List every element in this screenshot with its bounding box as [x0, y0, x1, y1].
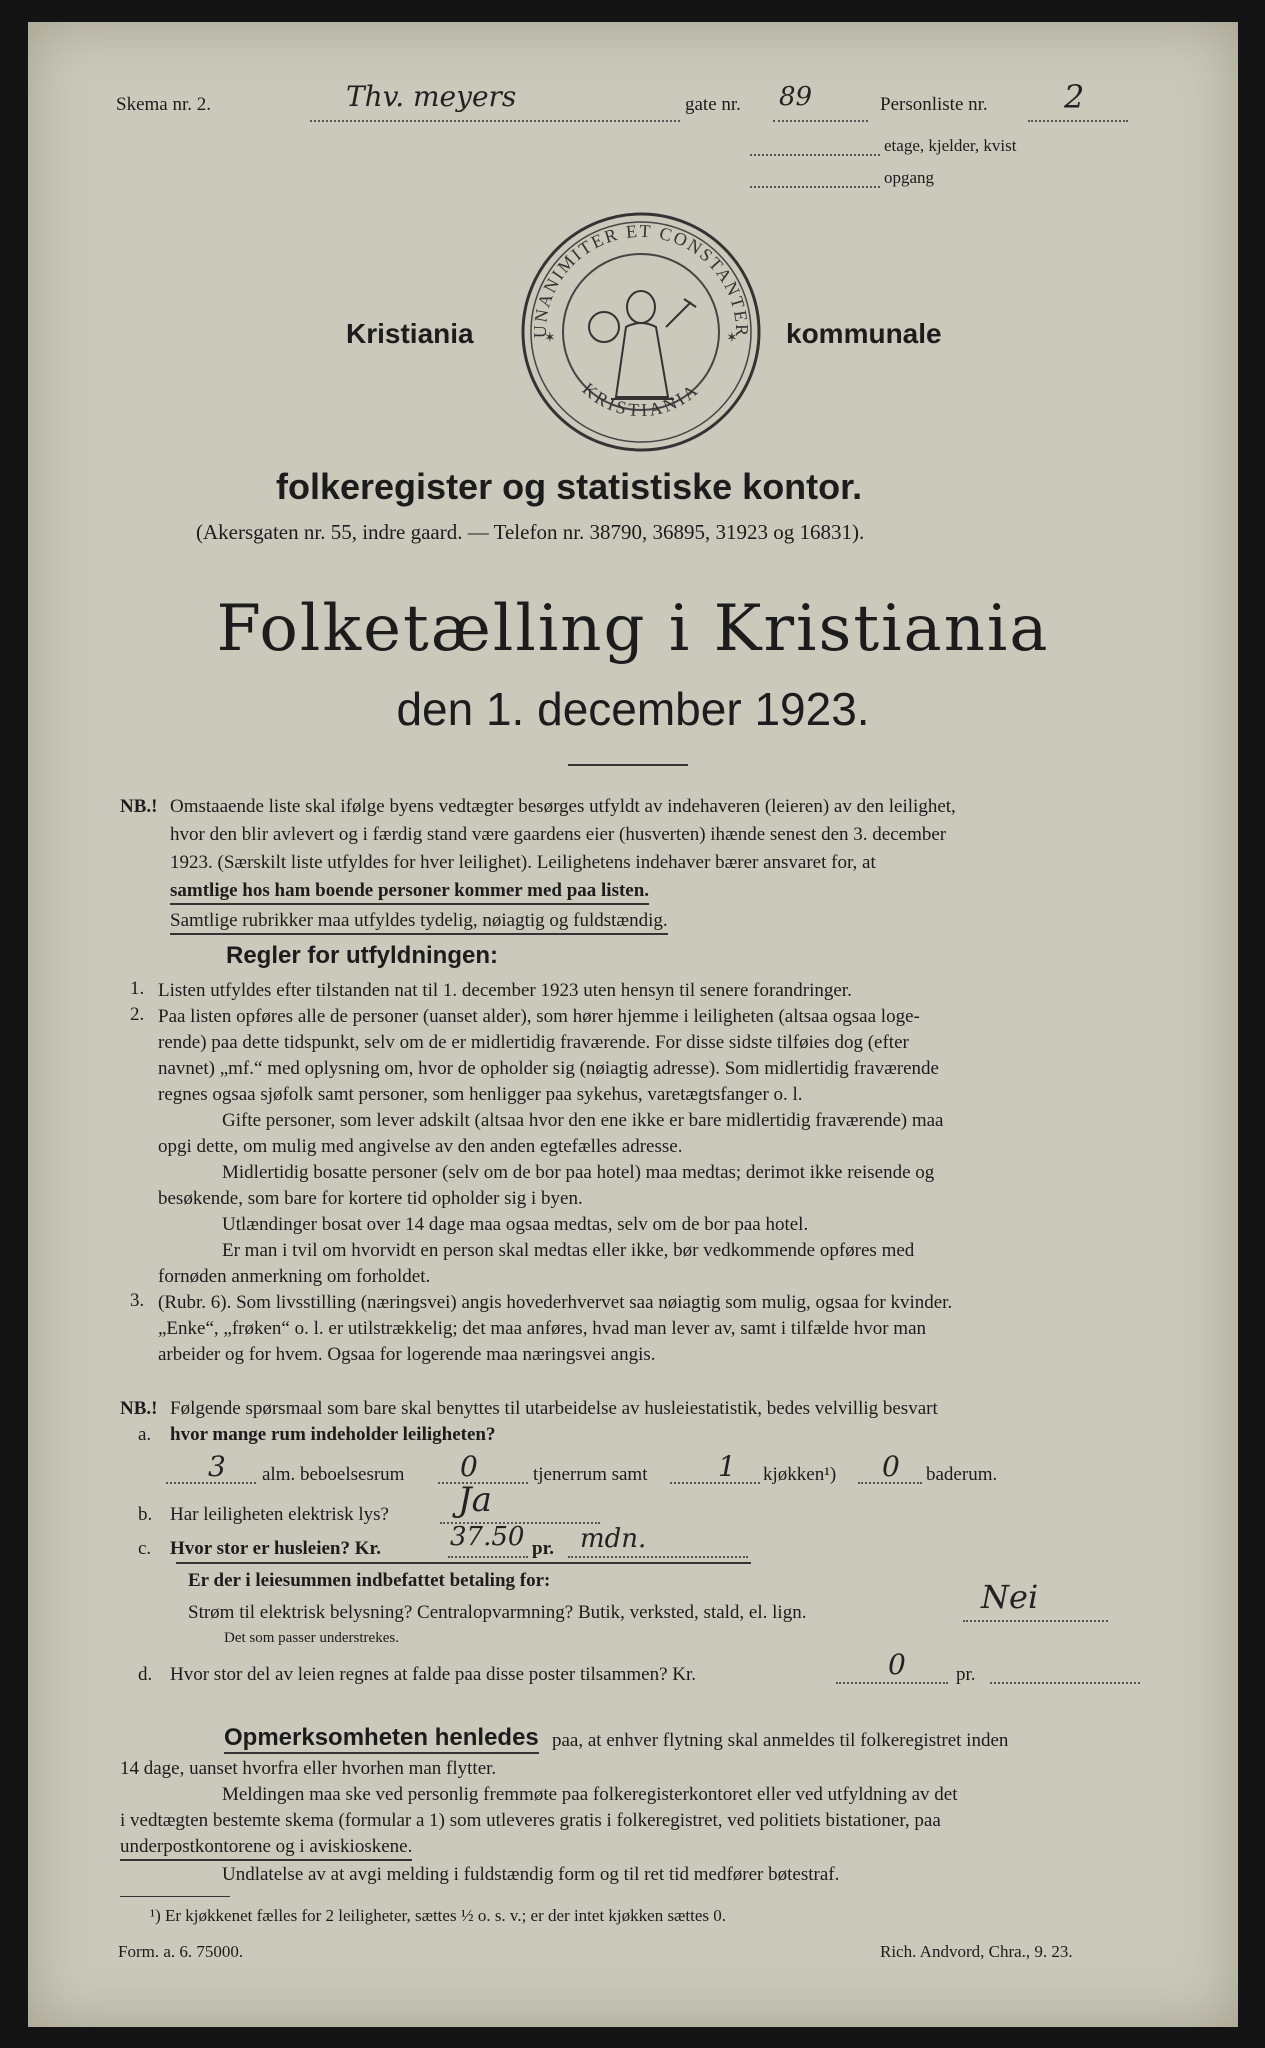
form-number: Form. a. 6. 75000. — [118, 1942, 244, 1961]
question-d: Hvor stor del av leien regnes at falde paa disse poster tilsammen? Kr. — [170, 1664, 697, 1685]
notice-line: Meldingen maa ske ved personlig fremmøte paa folkeregisterkontoret eller ved utfyldning av det — [222, 1784, 958, 1805]
header-row — [116, 94, 211, 116]
footnote-rule — [120, 1896, 230, 1897]
personliste-field[interactable] — [1028, 78, 1128, 122]
nb1-line: Samtlige rubrikker maa utfyldes tydelig, nøiagtig og fuldstændig. — [170, 908, 668, 935]
street-handwriting: Thv. meyers — [346, 80, 517, 113]
rule-line: rende) paa dette tidspunkt, selv om de er midlertidig fraværende. For disse sidste tilføies dog (efter — [158, 1032, 909, 1053]
rent-field[interactable] — [448, 1522, 528, 1558]
alm-rooms-field[interactable] — [166, 1450, 256, 1484]
rule-line: besøkende, som bare for kortere tid opholder sig i byen. — [158, 1188, 583, 1209]
notice-line: Undlatelse av at avgi melding i fuldstændig form og til ret tid medfører bøtestraf. — [222, 1864, 840, 1885]
electric-field[interactable] — [440, 1480, 600, 1524]
question-b: Har leiligheten elektrisk lys? — [170, 1504, 389, 1525]
seal-text-top: UNANIMITER ET CONSTANTER — [529, 220, 753, 339]
rule-line: Er man i tvil om hvorvidt en person skal medtas eller ikke, bør vedkommende opføres med — [222, 1240, 915, 1261]
kjokken-label: kjøkken¹) — [763, 1464, 837, 1485]
underline-note: Det som passer understrekes. — [224, 1630, 399, 1646]
rule-line: fornøden anmerkning om forholdet. — [158, 1266, 431, 1287]
gate-label: gate nr. — [685, 94, 741, 115]
rent-period: mdn. — [580, 1524, 647, 1554]
rule-line: opgi dette, om mulig med angivelse av den anden egtefælles adresse. — [158, 1136, 683, 1157]
personliste-handwriting: 2 — [1064, 78, 1085, 116]
footnote: ¹) Er kjøkkenet fælles for 2 leiligheter, sættes ½ o. s. v.; er der intet kjøkken sættes 0. — [150, 1906, 727, 1925]
gate-handwriting: 89 — [779, 82, 813, 112]
question-d-label: d. — [138, 1664, 153, 1685]
office-address: (Akersgaten nr. 55, indre gaard. — Telefon nr. 38790, 36895, 31923 og 16831). — [196, 520, 865, 544]
notice-heading: Opmerksomheten henledes — [224, 1724, 539, 1754]
personliste-label: Personliste nr. — [880, 94, 988, 115]
rule-line: „Enke“, „frøken“ o. l. er utilstrækkelig; det maa anføres, hvad man lever av, samt i tilfælde hvor man — [158, 1318, 927, 1339]
rent-value: 37.50 — [450, 1522, 525, 1552]
rule-line: Paa listen opføres alle de personer (uanset alder), som hører hjemme i leiligheten (altsaa ogsaa loge- — [158, 1006, 920, 1027]
rule-line: Utlændinger bosat over 14 dage maa ogsaa medtas, selv om de bor paa hotel. — [222, 1214, 809, 1235]
nb2-intro: Følgende spørsmaal som bare skal benyttes til utarbeidelse av husleiestatistik, bedes velvillig besvart — [170, 1398, 938, 1419]
notice-line: underpostkontorene og i aviskioskene. — [120, 1834, 412, 1861]
nb1-label: NB.! — [120, 796, 158, 817]
kjokken-value: 1 — [718, 1450, 736, 1483]
rule-line: navnet) „mf.“ med oplysning om, hvor de opholder sig (nøiagtig adresse). Som midlertidig fraværende — [158, 1058, 939, 1079]
rule-line: (Rubr. 6). Som livsstilling (næringsvei) angis hovederhvervet saa nøiagtig som mulig, ogsaa for kvinder. — [158, 1292, 953, 1313]
share-field[interactable] — [836, 1648, 948, 1684]
form-title: Folketælling i Kristiania — [216, 592, 1050, 666]
notice-line: paa, at enhver flytning skal anmeldes til folkeregistret inden — [552, 1730, 1009, 1751]
opgang-field[interactable] — [750, 170, 880, 188]
bad-field[interactable] — [858, 1450, 922, 1484]
question-c-label: c. — [138, 1538, 152, 1559]
question-a: hvor mange rum indeholder leiligheten? — [170, 1424, 496, 1445]
masthead-right: kommunale — [786, 318, 942, 349]
opgang-label: opgang — [884, 168, 935, 187]
tjener-rooms-value: 0 — [460, 1450, 478, 1483]
rule-line: Gifte personer, som lever adskilt (altsaa hvor den ene ikke er bare midlertidig fraværende) maa — [222, 1110, 944, 1131]
gate-field[interactable] — [773, 82, 868, 122]
skema-label: Skema nr. 2. — [116, 94, 211, 115]
masthead-left: Kristiania — [346, 318, 474, 349]
nb1-line: samtlige hos ham boende personer kommer med paa listen. — [170, 878, 649, 905]
rent-pr-label: pr. — [532, 1538, 555, 1559]
rule-line: Midlertidig bosatte personer (selv om de bor paa hotel) maa medtas; derimot ikke reisende og — [222, 1162, 935, 1183]
rule-line: regnes ogsaa sjøfolk samt personer, som henligger paa sykehus, varetægtsfanger o. l. — [158, 1084, 803, 1105]
share-value: 0 — [888, 1648, 906, 1681]
svg-text:✶: ✶ — [544, 331, 556, 346]
rule-number: 3. — [130, 1290, 145, 1311]
rent-includes-field[interactable] — [963, 1578, 1108, 1622]
question-c: Hvor stor er husleien? Kr. — [170, 1538, 381, 1559]
rule-line: arbeider og for hvem. Ogsaa for logerende maa næringsvei angis. — [158, 1344, 656, 1365]
kjokken-field[interactable] — [670, 1450, 760, 1484]
rent-divider — [176, 1562, 751, 1564]
share-pr-label: pr. — [956, 1664, 976, 1685]
kristiania-seal — [516, 207, 766, 457]
form-date: den 1. december 1923. — [396, 683, 870, 735]
nb2-label: NB.! — [120, 1398, 158, 1419]
share-period-field[interactable] — [990, 1660, 1140, 1684]
rule-line: Listen utfyldes efter tilstanden nat til 1. december 1923 uten hensyn til senere forandringer. — [158, 980, 852, 1001]
title-divider — [568, 764, 688, 766]
alm-rooms-label: alm. beboelsesrum — [262, 1464, 405, 1485]
rent-includes-items: Strøm til elektrisk belysning? Centralopvarmning? Butik, verksted, stald, el. lign. — [188, 1602, 807, 1623]
rule-number: 1. — [130, 978, 145, 999]
svg-text:✶: ✶ — [726, 331, 738, 346]
question-b-label: b. — [138, 1504, 153, 1525]
etage-field[interactable] — [750, 138, 880, 156]
office-name: folkeregister og statistiske kontor. — [276, 466, 863, 507]
notice-line: i vedtægten bestemte skema (formular a 1) som utleveres gratis i folkeregistret, ved politiets bistationer, paa — [120, 1810, 941, 1831]
nb1-line: Omstaaende liste skal ifølge byens vedtægter besørges utfyldt av indehaveren (leieren) av den leilighet, — [170, 796, 956, 817]
tjener-rooms-label: tjenerrum samt — [533, 1464, 648, 1485]
nb1-line: 1923. (Særskilt liste utfyldes for hver leilighet). Leilighetens indehaver bærer ansvaret for, at — [170, 852, 876, 873]
notice-line: 14 dage, uanset hvorfra eller hvorhen man flytter. — [120, 1758, 497, 1779]
rent-includes-answer: Nei — [981, 1578, 1039, 1616]
census-form — [28, 22, 1238, 2027]
seal-text-bottom: KRISTIANIA — [578, 378, 704, 421]
nb1-line: hvor den blir avlevert og i færdig stand være gaardens eier (husverten) ihænde senest den 3. december — [170, 824, 947, 845]
rent-period-field[interactable] — [568, 1524, 748, 1558]
etage-label: etage, kjelder, kvist — [884, 136, 1017, 155]
rules-heading: Regler for utfyldningen: — [226, 942, 498, 969]
alm-rooms-value: 3 — [208, 1450, 226, 1483]
printer-credit: Rich. Andvord, Chra., 9. 23. — [880, 1942, 1073, 1961]
bad-value: 0 — [882, 1450, 900, 1483]
electric-answer: Ja — [458, 1480, 492, 1520]
street-field[interactable] — [310, 80, 680, 122]
bad-label: baderum. — [926, 1464, 998, 1485]
question-a-label: a. — [138, 1424, 152, 1445]
rule-number: 2. — [130, 1004, 145, 1025]
rent-includes-heading: Er der i leiesummen indbefattet betaling for: — [188, 1570, 551, 1591]
